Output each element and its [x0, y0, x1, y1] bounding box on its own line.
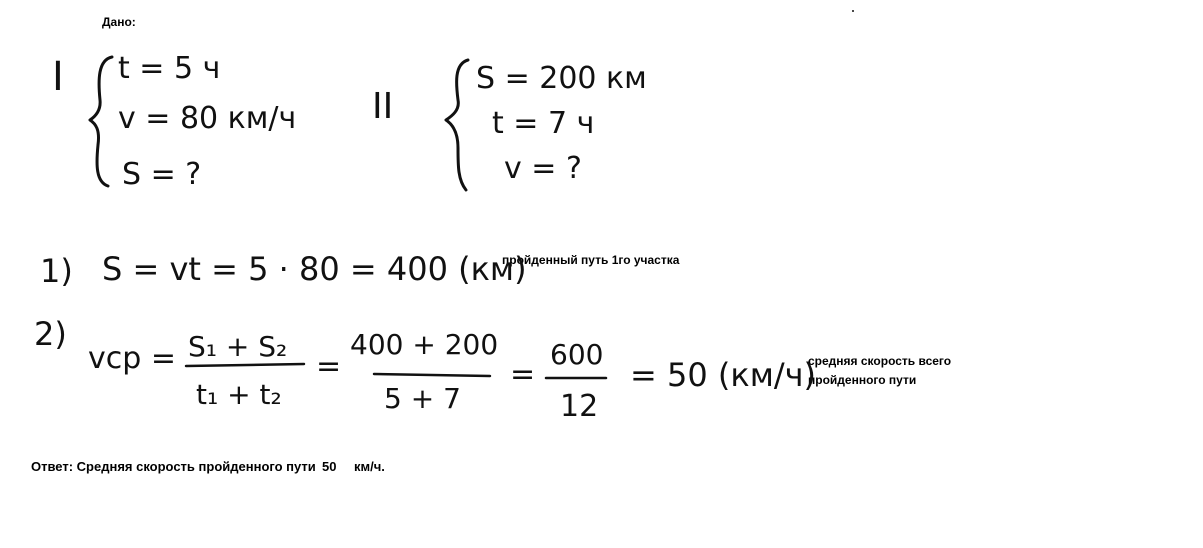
given-label: Дано: [102, 15, 136, 29]
system1-t: t = 5 ч [118, 51, 221, 86]
system2-t: t = 7 ч [492, 106, 595, 141]
system2-s: S = 200 км [476, 61, 647, 96]
step2-equals1: = [316, 349, 342, 384]
step1-note: пройденный путь 1го участка [502, 253, 680, 267]
step1-formula: S = vt = 5 · 80 = 400 (км) [102, 250, 527, 288]
fraction2-denominator: 5 + 7 [384, 382, 461, 415]
step2-number: 2) [34, 315, 67, 353]
step2-note-line2: пройденного пути [808, 373, 917, 387]
step1-number: 1) [40, 252, 73, 290]
fraction2-bar [374, 374, 490, 376]
system2-brace [446, 60, 468, 190]
fraction1-numerator: S₁ + S₂ [188, 330, 288, 363]
fraction3-numerator: 600 [550, 338, 604, 371]
answer-unit: км/ч. [354, 459, 385, 474]
system1-roman: I [52, 54, 64, 100]
system1-v: v = 80 км/ч [118, 101, 297, 136]
system1-s: S = ? [122, 157, 202, 192]
step2-note-line1: средняя скорость всего [808, 354, 952, 368]
system2-v: v = ? [504, 151, 582, 186]
fraction1-denominator: t₁ + t₂ [196, 378, 282, 411]
fraction1-bar [186, 364, 304, 366]
step2-equals2: = [510, 357, 536, 392]
step2-result: = 50 (км/ч) [630, 356, 816, 394]
answer-value: 50 [322, 459, 337, 474]
fraction3-denominator: 12 [560, 389, 599, 424]
system1-brace [90, 57, 112, 186]
stray-dot [852, 10, 854, 12]
fraction2-numerator: 400 + 200 [350, 328, 499, 361]
system2-roman: II [372, 86, 394, 127]
answer-prefix: Ответ: Средняя скорость пройденного пути [31, 459, 316, 474]
step2-lhs: vср = [88, 341, 176, 376]
